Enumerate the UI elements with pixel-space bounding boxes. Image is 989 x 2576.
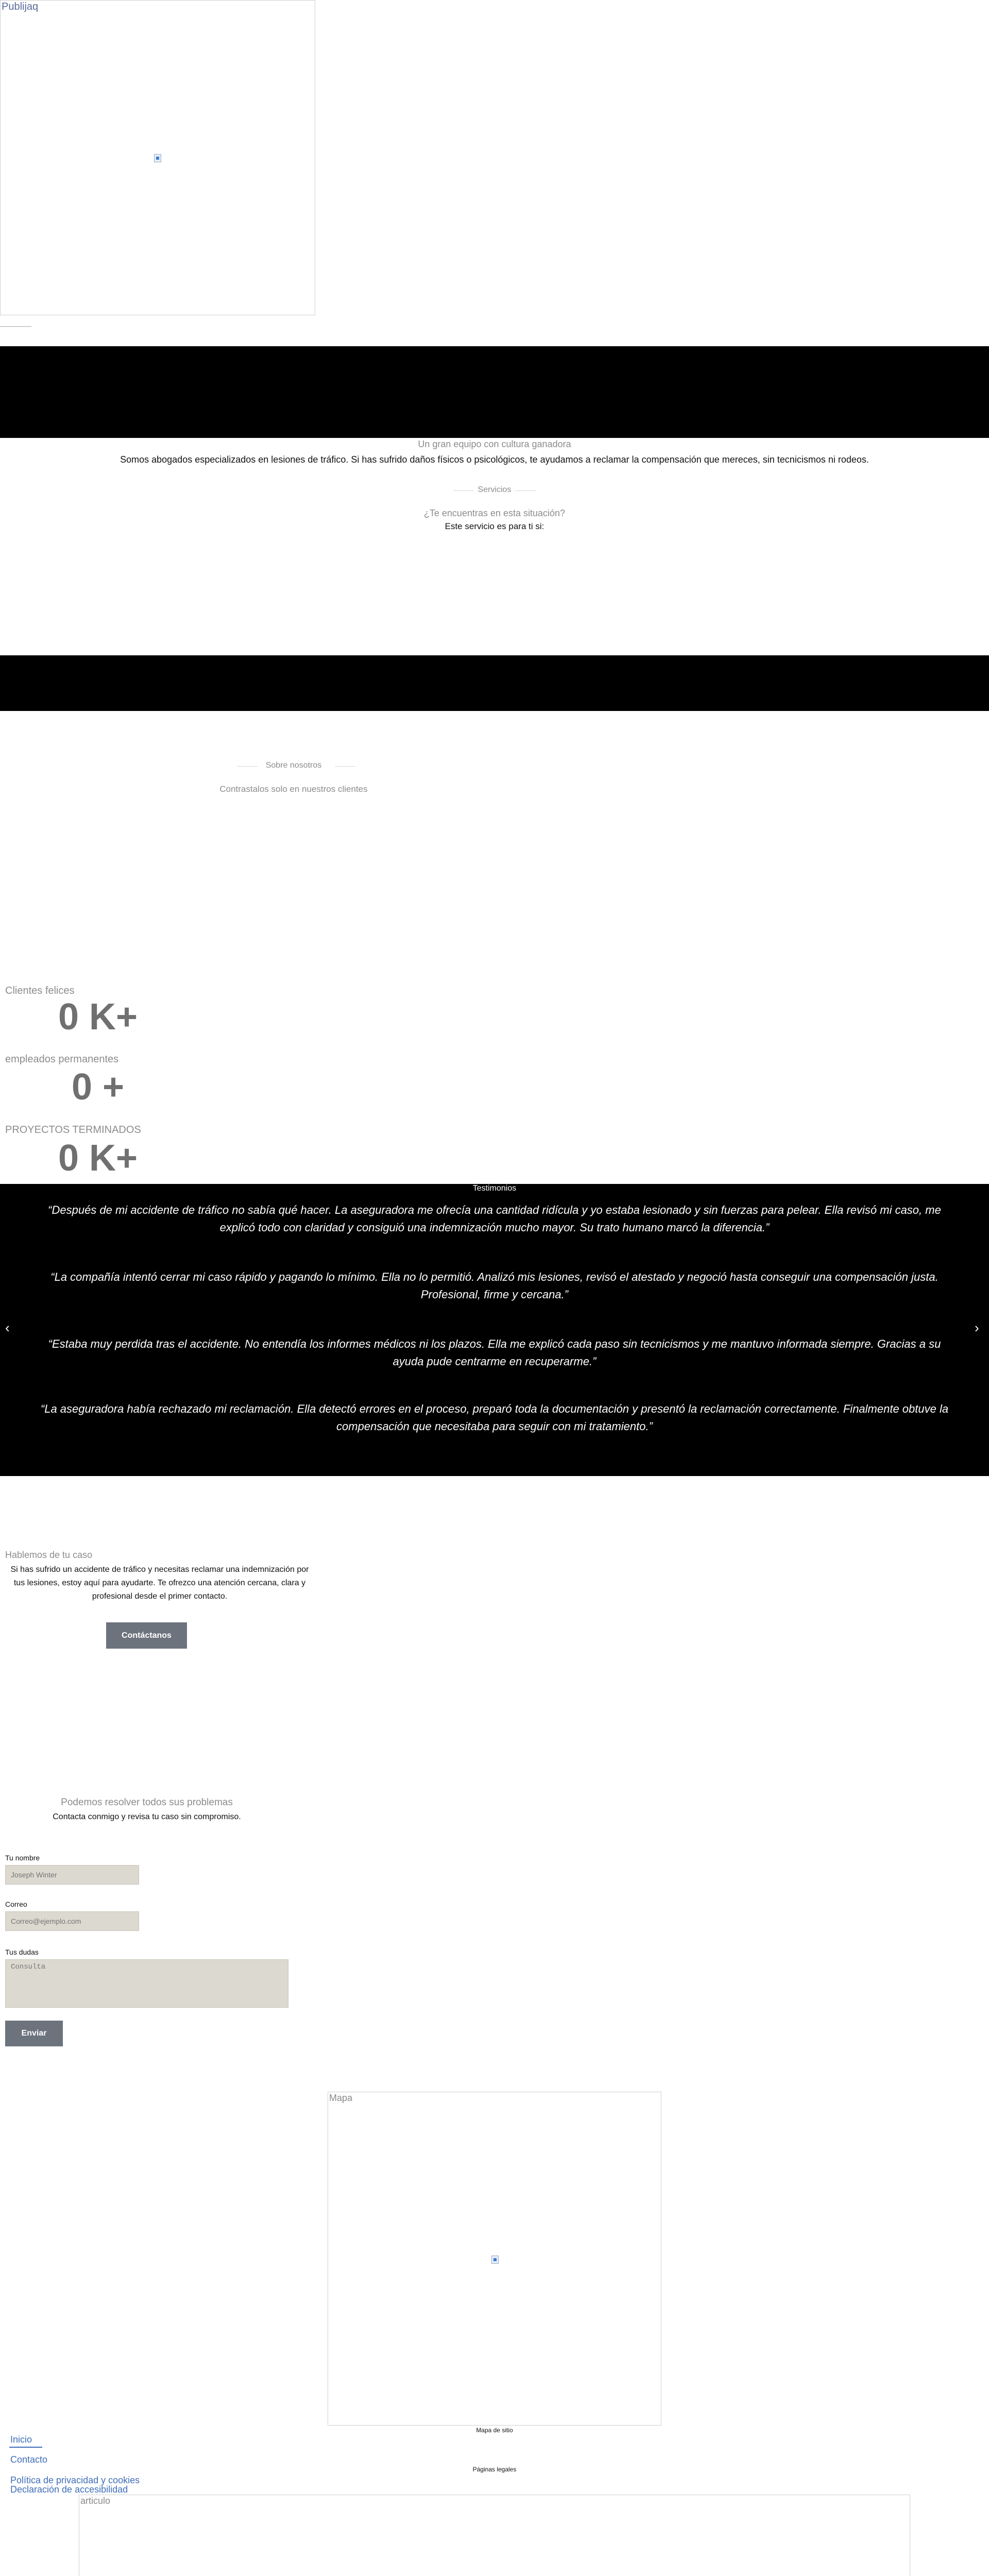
testimonials-next-button[interactable] (975, 1320, 979, 1336)
article-embed-frame (79, 2495, 910, 2576)
footer-active-underline (9, 2447, 42, 2448)
footer-link-accessibility[interactable]: Declaración de accesibilidad (10, 2484, 128, 2495)
email-label: Correo (5, 1900, 27, 1908)
about-divider-right (335, 766, 355, 767)
services-section-label: Servicios (478, 485, 511, 494)
about-divider-left (237, 766, 258, 767)
legal-pages-title: Páginas legales (472, 2466, 517, 2473)
stat-label-clients: Clientes felices (5, 985, 75, 996)
stat-value-employees: 0 + (71, 1066, 125, 1108)
article-frame-label: articulo (80, 2496, 111, 2506)
stat-label-projects: PROYECTOS TERMINADOS (5, 1124, 141, 1136)
testimonials-section (0, 1184, 989, 1476)
services-description: Somos abogados especializados en lesiones de tráfico. Si has sufrido daños físicos o psicológicos, te ayudamos a reclamar la compensación que mereces, sin tecnicismos ni rodeos. (120, 454, 869, 465)
footer-link-privacy[interactable]: Política de privacidad y cookies (10, 2475, 140, 2485)
contact-heading: Podemos resolver todos sus problemas (61, 1797, 233, 1808)
contact-button[interactable]: Contáctanos (106, 1622, 187, 1649)
about-subtitle: Contrastalos solo en nuestros clientes (219, 784, 368, 794)
talk-body: Si has sufrido un accidente de tráfico y necesitas reclamar una indemnización por tus lesiones, estoy aquí para ayudarte. Te ofrezco una atención cercana, clara y profesional desde el primer contacto. (10, 1565, 309, 1601)
map-frame-label: Mapa (329, 2093, 353, 2103)
map-caption: Mapa de sitio (476, 2427, 513, 2434)
name-label: Tu nombre (5, 1854, 40, 1862)
stat-value-clients: 0 K+ (58, 996, 138, 1038)
submit-button[interactable]: Enviar (5, 2021, 63, 2046)
services-answer: Este servicio es para ti si: (445, 521, 544, 531)
message-textarea[interactable] (5, 1959, 288, 2008)
about-banner (0, 655, 989, 711)
email-input[interactable] (5, 1911, 139, 1931)
message-label: Tus dudas (5, 1948, 39, 1956)
footer-link-contacto[interactable]: Contacto (10, 2454, 48, 2465)
hero-frame-label: Publijaq (2, 1, 39, 12)
testimonial-item: “La aseguradora había rechazado mi reclamación. Ella detectó errores en el proceso, preparó toda la documentación y presentó la reclamación correctamente. Finalmente obtuve la compensación que necesitaba para seguir con mi tratamiento.” (40, 1402, 949, 1433)
map-embed-frame (328, 2092, 661, 2426)
testimonial-item: “La compañía intentó cerrar mi caso rápido y pagando lo mínimo. Ella no lo permitió. Analizó mis lesiones, revisó el atestado y negoció hasta conseguir una compensación justa. Profesional, firme y cercana.” (50, 1270, 939, 1301)
testimonials-prev-button[interactable] (5, 1320, 10, 1336)
small-link[interactable]: ___________ (0, 321, 32, 327)
chevron-left-icon: ‹ (5, 1320, 10, 1335)
tagline: Un gran equipo con cultura ganadora (418, 439, 571, 449)
chevron-right-icon: › (975, 1320, 979, 1335)
stat-value-projects: 0 K+ (58, 1138, 138, 1179)
contact-subheading: Contacta conmigo y revisa tu caso sin compromiso. (53, 1812, 241, 1821)
testimonials-title: Testimonios (472, 1184, 517, 1193)
name-input[interactable] (5, 1865, 139, 1885)
talk-heading: Hablemos de tu caso (5, 1550, 93, 1560)
hero-banner (0, 346, 989, 438)
stat-label-employees: empleados permanentes (5, 1054, 119, 1065)
broken-image-icon (154, 154, 161, 162)
services-question: ¿Te encuentras en esta situación? (423, 508, 566, 518)
testimonial-item: “Estaba muy perdida tras el accidente. No entendía los informes médicos ni los plazos. Ella me explicó cada paso sin tecnicismos y me mantuvo informada siempre. Gracias a su ayuda pude centrarme en recuperarme.” (48, 1337, 941, 1368)
divider-right (515, 490, 536, 491)
footer-link-inicio[interactable]: Inicio (10, 2434, 32, 2445)
hero-embed-frame (0, 0, 315, 315)
about-section-label: Sobre nosotros (265, 761, 322, 770)
broken-image-icon (491, 2256, 499, 2264)
testimonial-item: “Después de mi accidente de tráfico no sabía qué hacer. La aseguradora me ofrecía una cantidad ridícula y yo estaba lesionado y sin fuerzas para pelear. Ella revisó mi caso, me explicó todo con claridad y consiguió una indemnización mucho mayor. Su trato humano marcó la diferencia.” (48, 1204, 941, 1234)
